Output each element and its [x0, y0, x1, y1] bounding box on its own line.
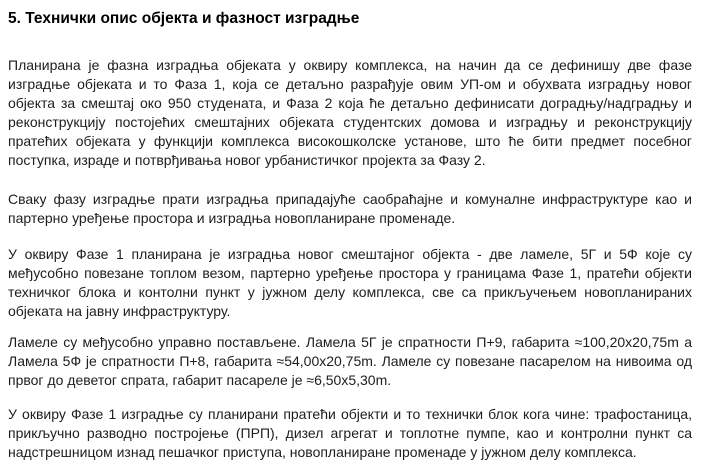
paragraph-phase1-auxiliary-objects: У оквиру Фазе 1 изградње су планирани пратећи објекти и то технички блок кога чине: трафостаница, прикључно разводно постројење (ПРП), дизел агрегат и топлотне пумпе, као и контролни пункт са надстрешницом изнад пешачког приступа, новопланиране променаде у јужном делу комплекса.	[8, 406, 692, 460]
paragraph-phase1-scope: У оквиру Фазе 1 планирана је изградња новог смештајног објекта - две ламеле, 5Г и 5Ф које су међусобно повезане топлом везом, партерно уређење простора у границама Фазе 1, пратећи објекти техничког блока и контолни пункт у јужном делу комплекса, све са прикључењем новопланираних објеката на јавну инфраструктуру.	[8, 246, 692, 319]
section-heading: 5. Технички опис објекта и фазност изградње	[8, 10, 360, 27]
paragraph-lamela-dimensions: Ламеле су међусобно управно постављене. Ламела 5Г је спратности П+9, габарита ≈100,20x20,75m а Ламела 5Ф је спратности П+8, габарита ≈54,00x20,75m. Ламеле су повезане пасарелом на нивоима од првог до деветог спрата, габарит пасареле је ≈6,50x5,30m.	[8, 334, 692, 388]
paragraph-infrastructure-per-phase: Сваку фазу изградње прати изградња припадајуће саобраћајне и комуналне инфраструктуре као и партерно уређење простора и изградња новопланиране променаде.	[8, 191, 692, 226]
paragraph-phasing-overview: Планирана је фазна изградња објеката у оквиру комплекса, на начин да се дефинишу две фазе изградње објеката и то Фаза 1, која се детаљно разрађује овим УП-ом и обухвата изградњу новог објекта за смештај око 950 студената, и Фаза 2 која ће детаљно дефинисати доградњу/надградњу и реконструкцију постојећих смештајних објеката студентских домова и изградњу и реконструкцију пратећих објеката у функцији комплекса високошколске установе, што ће бити предмет посебног поступка, израде и потврђивања новог урбанистичког пројекта за Фазу 2.	[8, 57, 692, 168]
